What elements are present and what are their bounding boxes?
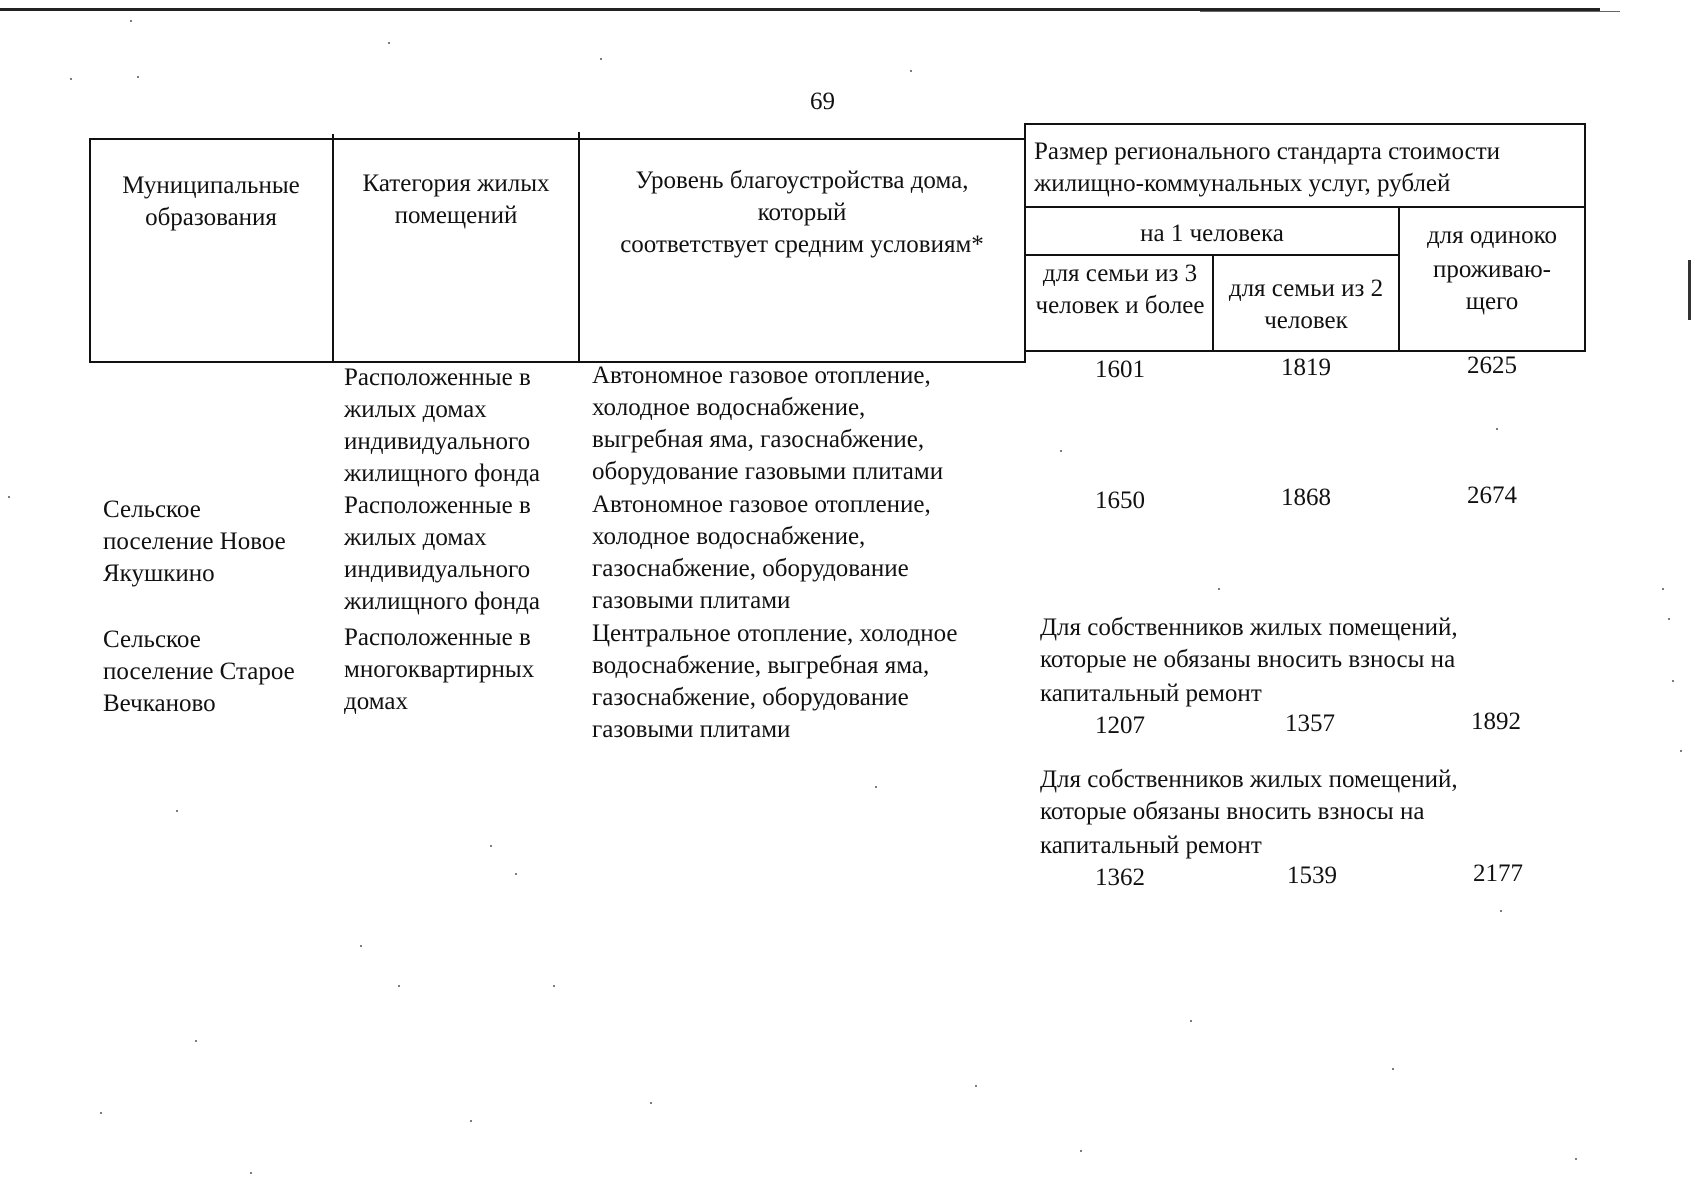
header-level-line2: который <box>757 199 847 226</box>
row3-level-line3: газоснабжение, оборудование <box>592 684 909 711</box>
row1-single-value: 2625 <box>1467 352 1517 379</box>
row3-group1-single-value: 1892 <box>1471 708 1521 735</box>
row3-group2-note-line2: которые обязаны вносить взносы на <box>1040 798 1425 825</box>
row2-municipality-line2: поселение Новое <box>103 528 286 555</box>
row3-municipality-line2: поселение Старое <box>103 658 295 685</box>
row2-category-line1: Расположенные в <box>344 492 531 519</box>
row3-category-line1: Расположенные в <box>344 624 531 651</box>
header-per-person: на 1 человека <box>1140 220 1284 247</box>
page-number: 69 <box>810 88 835 115</box>
row2-level-line4: газовыми плитами <box>592 587 791 614</box>
row1-level-line3: выгребная яма, газоснабжение, <box>592 426 925 453</box>
header-level-line1: Уровень благоустройства дома, <box>635 167 969 194</box>
header-single-line2: проживаю- <box>1433 256 1551 283</box>
row2-category-line4: жилищного фонда <box>344 588 540 615</box>
row2-single-value: 2674 <box>1467 482 1517 509</box>
row3-municipality-line3: Вечканово <box>103 690 216 717</box>
row3-group2-family2-value: 1539 <box>1287 862 1337 889</box>
row3-category-line3: домах <box>344 688 408 715</box>
row3-group1-family2-value: 1357 <box>1285 710 1335 737</box>
header-standard-line2: жилищно-коммунальных услуг, рублей <box>1034 170 1451 197</box>
header-single-line3: щего <box>1465 288 1519 315</box>
row2-category-line3: индивидуального <box>344 556 531 583</box>
row2-level-line2: холодное водоснабжение, <box>592 523 866 550</box>
row1-category-line3: индивидуального <box>344 428 531 455</box>
scan-top-rule-thin <box>1200 11 1620 12</box>
row1-category-line1: Расположенные в <box>344 364 531 391</box>
header-municipalities: Муниципальные образования <box>122 172 300 231</box>
row2-municipality-line3: Якушкино <box>103 560 215 587</box>
row3-group2-single-value: 2177 <box>1473 860 1523 887</box>
row3-group1-family3-value: 1207 <box>1095 712 1145 739</box>
row1-family2-value: 1819 <box>1281 354 1331 381</box>
row2-category-line2: жилых домах <box>344 524 487 551</box>
row1-level-line1: Автономное газовое отопление, <box>592 362 931 389</box>
row3-group2-family3-value: 1362 <box>1095 864 1145 891</box>
row2-family2-value: 1868 <box>1281 484 1331 511</box>
row3-level-line2: водоснабжение, выгребная яма, <box>592 652 930 679</box>
row3-group1-note-line2: которые не обязаны вносить взносы на <box>1040 646 1456 673</box>
row3-category-line2: многоквартирных <box>344 656 535 683</box>
header-standard-line1: Размер регионального стандарта стоимости <box>1034 138 1501 165</box>
row3-group1-note-line3: капитальный ремонт <box>1040 680 1262 707</box>
row3-group2-note-line1: Для собственников жилых помещений, <box>1040 766 1458 793</box>
row2-family3-value: 1650 <box>1095 487 1145 514</box>
scan-edge-mark <box>1688 260 1691 320</box>
row1-category-line2: жилых домах <box>344 396 487 423</box>
row3-level-line4: газовыми плитами <box>592 716 791 743</box>
row1-category-line4: жилищного фонда <box>344 460 540 487</box>
row3-group2-note-line3: капитальный ремонт <box>1040 832 1262 859</box>
row2-level-line1: Автономное газовое отопление, <box>592 491 931 518</box>
header-family3: для семьи из 3 человек и более <box>1035 260 1205 319</box>
row1-family3-value: 1601 <box>1095 356 1145 383</box>
row3-level-line1: Центральное отопление, холодное <box>592 620 958 647</box>
row3-municipality-line1: Сельское <box>103 626 201 653</box>
row2-municipality-line1: Сельское <box>103 496 201 523</box>
header-family2: для семьи из 2 человек <box>1228 275 1384 334</box>
row3-group1-note-line1: Для собственников жилых помещений, <box>1040 614 1458 641</box>
row1-level-line2: холодное водоснабжение, <box>592 394 866 421</box>
header-level-line3: соответствует средним условиям* <box>620 231 984 258</box>
header-category: Категория жилых помещений <box>362 170 550 229</box>
header-single-line1: для одиноко <box>1426 222 1558 249</box>
row2-level-line3: газоснабжение, оборудование <box>592 555 909 582</box>
row1-level-line4: оборудование газовыми плитами <box>592 458 944 485</box>
